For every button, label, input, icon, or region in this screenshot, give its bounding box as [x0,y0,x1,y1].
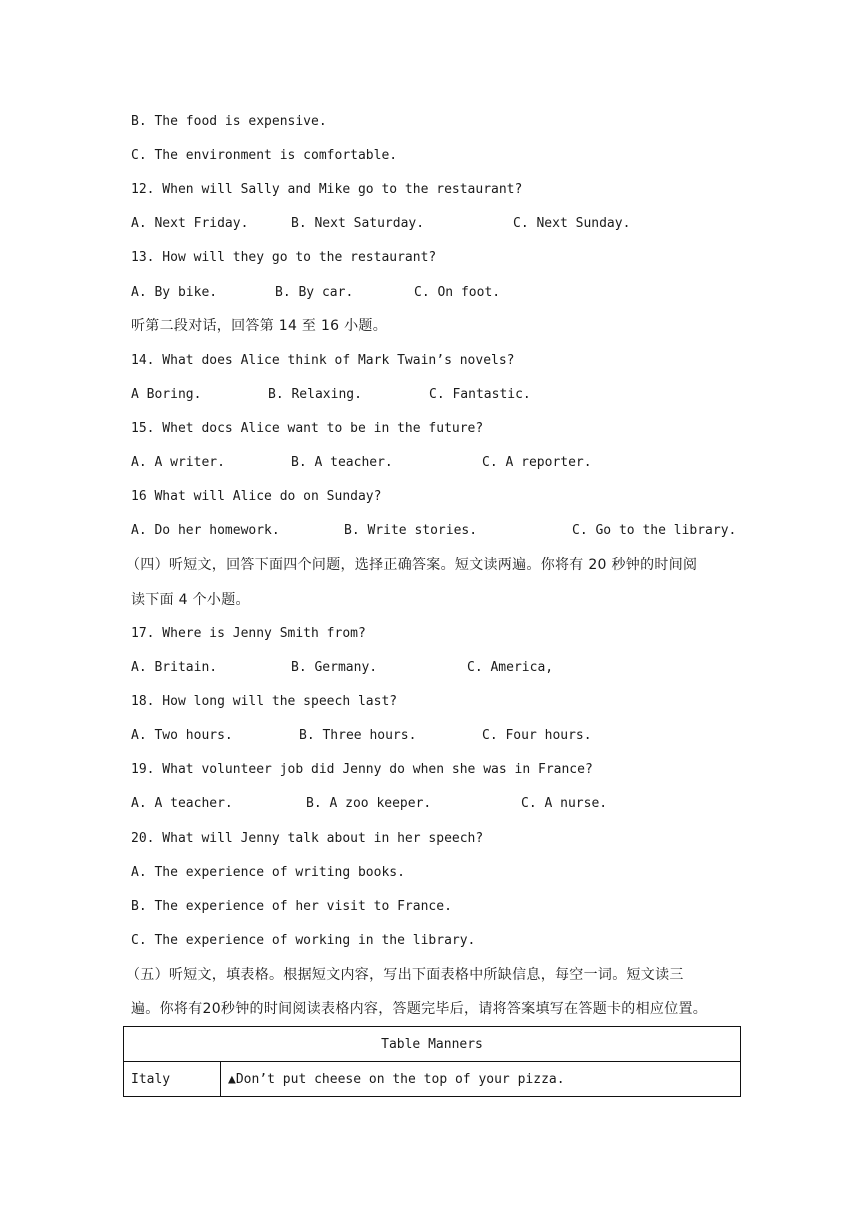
part5-instruction: 遍。你将有20秒钟的时间阅读表格内容，答题完毕后，请将答案填写在答题卡的相应位置。 [131,1001,708,1017]
question-18: 18. How long will the speech last? [131,694,398,709]
option-a: A Boring. [131,387,202,402]
option-a: A. Two hours. [131,728,233,743]
option-b: B. Next Saturday. [291,216,425,231]
part5-instruction: （五）听短文，填表格。根据短文内容，写出下面表格中所缺信息，每空一词。短文读三 [126,967,684,983]
question-15: 15. Whet docs Alice want to be in the future? [131,421,484,436]
option-b: B. Three hours. [299,728,417,743]
option-a: A. Britain. [131,660,218,675]
question-16: 16 What will Alice do on Sunday? [131,489,382,504]
option-c: C. A nurse. [521,796,608,811]
option-b: B. Write stories. [344,523,478,538]
option-c: C. On foot. [414,285,501,300]
table-row [124,1062,741,1097]
question-19: 19. What volunteer job did Jenny do when she was in France? [131,762,593,777]
option-b: B. The experience of her visit to France. [131,899,452,914]
part4-instruction: 读下面 4 个小题。 [131,592,250,608]
option-b: B. A zoo keeper. [306,796,432,811]
option-c: C. Go to the library. [572,523,737,538]
option-c: C. A reporter. [482,455,592,470]
option-b: B. By car. [275,285,354,300]
section-instruction: 听第二段对话，回答第 14 至 16 小题。 [131,318,388,334]
option-c: C. America, [467,660,554,675]
question-14: 14. What does Alice think of Mark Twain’s novels? [131,353,515,368]
option-c: C. The experience of working in the library. [131,933,476,948]
option-b: B. A teacher. [291,455,393,470]
part4-instruction: （四）听短文，回答下面四个问题，选择正确答案。短文读两遍。你将有 20 秒钟的时间阅 [126,557,698,573]
option-c: C. Four hours. [482,728,592,743]
question-20: 20. What will Jenny talk about in her speech? [131,831,484,846]
option-b: B. Relaxing. [268,387,362,402]
option-a: A. Do her homework. [131,523,280,538]
option-c: C. Next Sunday. [513,216,631,231]
question-17: 17. Where is Jenny Smith from? [131,626,366,641]
question-13: 13. How will they go to the restaurant? [131,250,437,265]
table-header-row [124,1027,741,1062]
option-a: A. A writer. [131,455,225,470]
option-a: A. The experience of writing books. [131,865,405,880]
option-a: A. By bike. [131,285,218,300]
option-b: B. Germany. [291,660,378,675]
option-a: A. A teacher. [131,796,233,811]
option-a: A. Next Friday. [131,216,249,231]
rule-cell: ▲Don’t put cheese on the top of your pizza. [221,1062,741,1097]
table-title: Table Manners [124,1027,741,1062]
option-line: C. The environment is comfortable. [131,148,398,163]
option-c: C. Fantastic. [429,387,531,402]
question-12: 12. When will Sally and Mike go to the restaurant? [131,182,523,197]
table-manners-table [123,1026,741,1097]
country-cell: Italy [124,1062,221,1097]
option-line: B. The food is expensive. [131,114,327,129]
